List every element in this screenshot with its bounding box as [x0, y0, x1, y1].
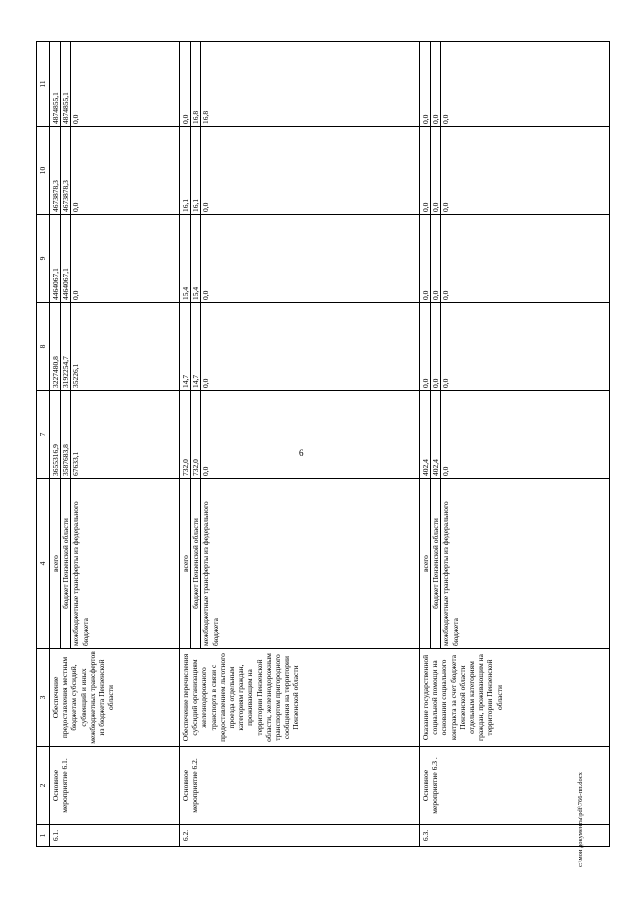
value: 0,0 — [421, 303, 431, 390]
value-cell — [180, 127, 420, 215]
value-cell — [50, 127, 180, 215]
row-description: Обеспечение предоставления местным бюджетам субсидий, субвенций и иных межбюджетных трансфертов из бюджета Пензенской области — [50, 649, 180, 747]
header-cell: 8 — [37, 303, 50, 391]
value-cell — [50, 303, 180, 391]
value: 16,8 — [201, 110, 211, 124]
row-type: Основное мероприятие 6.1. — [50, 747, 180, 825]
value: 0,0 — [201, 378, 211, 388]
value: 0,0 — [421, 42, 431, 126]
source-label: межбюджетные трансферты из федерального бюджета — [71, 501, 90, 646]
table-row — [180, 42, 420, 847]
value: 4874855,1 — [61, 42, 71, 126]
value: 15,4 — [181, 215, 191, 302]
rotated-sheet — [36, 42, 610, 847]
value: 0,0 — [71, 202, 81, 212]
value: 0,0 — [441, 378, 451, 388]
row-type: Основное мероприятие 6.2. — [180, 747, 420, 825]
source-label: бюджет Пензенской области — [61, 479, 71, 648]
page-number: 6 — [299, 448, 304, 458]
row-description: Оказание государственной социальной помощи на основании социального контракта за счет бюджета Пензенской области отдельным категориям граждан, проживающим на территории Пензенской области — [420, 649, 610, 747]
value-cell — [180, 215, 420, 303]
row-id: 6.1. — [50, 825, 180, 847]
row-sources — [180, 479, 420, 649]
source-label: бюджет Пензенской области — [191, 479, 201, 648]
value: 0,0 — [201, 466, 211, 476]
value: 4673878,3 — [61, 127, 71, 214]
value: 0,0 — [421, 127, 431, 214]
source-label: бюджет Пензенской области — [431, 479, 441, 648]
value: 67633,1 — [71, 451, 81, 476]
value: 14,7 — [181, 303, 191, 390]
value-cell — [180, 303, 420, 391]
table-row — [50, 42, 180, 847]
source-label: всего — [421, 479, 431, 648]
value: 3587683,8 — [61, 391, 71, 478]
row-description: Обеспечение перечисления субсидий организациям железнодорожного транспорта в связи с предоставлением льготного проезда отдельным категориям граждан, проживающим на территории Пензенской области, железнодорожным транспортом пригородного сообщения на территории Пензенской области — [180, 649, 420, 747]
value: 14,7 — [191, 303, 201, 390]
value-cell — [420, 391, 610, 479]
value: 0,0 — [441, 114, 451, 124]
value-cell — [420, 215, 610, 303]
header-cell: 10 — [37, 127, 50, 215]
value-cell — [50, 42, 180, 127]
value: 4464067,1 — [61, 215, 71, 302]
value: 4464067,1 — [51, 215, 61, 302]
value: 0,0 — [441, 466, 451, 476]
value: 0,0 — [71, 290, 81, 300]
value: 15,4 — [191, 215, 201, 302]
value: 3192254,7 — [61, 303, 71, 390]
value: 4673878,3 — [51, 127, 61, 214]
value: 4874855,1 — [51, 42, 61, 126]
budget-table — [36, 41, 610, 847]
value-cell — [50, 215, 180, 303]
value-cell — [50, 391, 180, 479]
value: 732,0 — [191, 391, 201, 478]
header-cell: 11 — [37, 42, 50, 127]
header-cell: 4 — [37, 479, 50, 649]
value: 0,0 — [441, 290, 451, 300]
value: 0,0 — [421, 215, 431, 302]
header-row — [37, 42, 50, 847]
value-cell — [420, 42, 610, 127]
value: 0,0 — [201, 290, 211, 300]
value: 0,0 — [431, 42, 441, 126]
value: 0,0 — [441, 202, 451, 212]
value: 0,0 — [431, 215, 441, 302]
value: 0,0 — [431, 127, 441, 214]
value-cell — [420, 303, 610, 391]
value: 0,0 — [201, 202, 211, 212]
value-cell — [420, 127, 610, 215]
value: 732,0 — [181, 391, 191, 478]
value: 16,8 — [191, 42, 201, 126]
value: 0,0 — [71, 114, 81, 124]
value: 16,1 — [181, 127, 191, 214]
value: 402,4 — [431, 391, 441, 478]
row-id: 6.3. — [420, 825, 610, 847]
header-cell: 3 — [37, 649, 50, 747]
value: 402,4 — [421, 391, 431, 478]
value: 0,0 — [431, 303, 441, 390]
value: 3655316,9 — [51, 391, 61, 478]
header-cell: 7 — [37, 391, 50, 479]
header-cell: 9 — [37, 215, 50, 303]
row-id: 6.2. — [180, 825, 420, 847]
row-sources — [50, 479, 180, 649]
header-cell: 1 — [37, 825, 50, 847]
file-path-footer: c:\мои документы\pdf\766-пп.docx — [577, 772, 584, 867]
source-label: межбюджетные трансферты из федерального бюджета — [441, 501, 460, 646]
source-label: всего — [51, 479, 61, 648]
row-type: Основное мероприятие 6.3 . — [420, 747, 610, 825]
value: 35226,1 — [71, 363, 81, 388]
source-label: межбюджетные трансферты из федерального бюджета — [201, 501, 220, 646]
value: 16,1 — [191, 127, 201, 214]
value-cell — [180, 42, 420, 127]
header-cell: 2 — [37, 747, 50, 825]
value: 0,0 — [181, 42, 191, 126]
value-cell — [180, 391, 420, 479]
source-label: всего — [181, 479, 191, 648]
value: 3227480,8 — [51, 303, 61, 390]
